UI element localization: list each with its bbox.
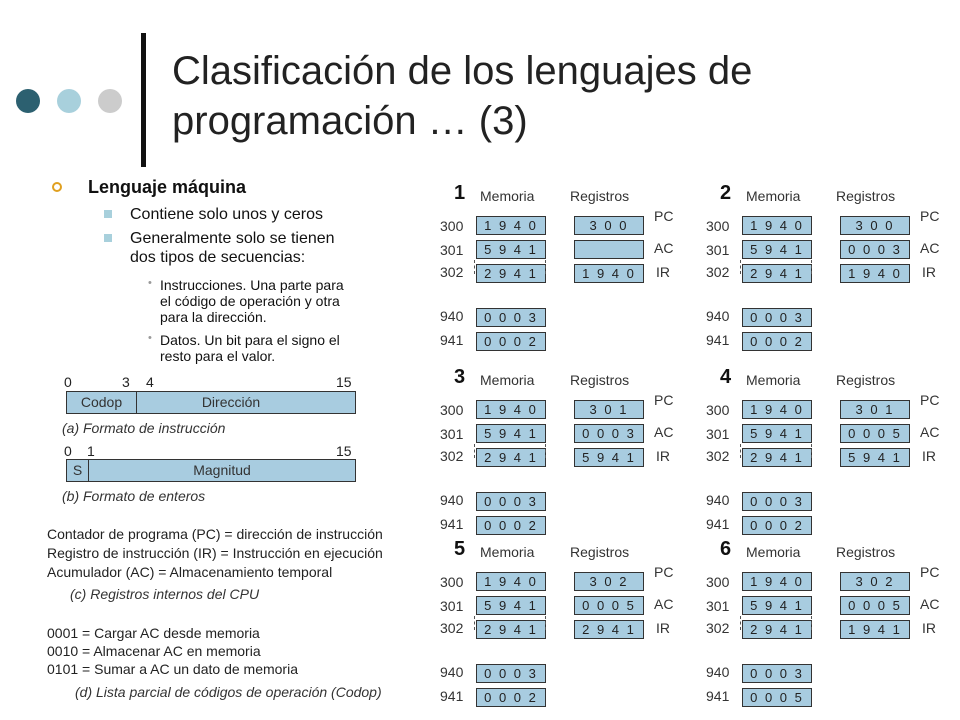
pc-register: 3 0 1 (840, 400, 910, 419)
ir-register: 1 9 4 0 (574, 264, 644, 283)
bit-label: 1 (87, 443, 95, 459)
memory-address: 940 (440, 664, 464, 680)
bullet-square-icon (104, 210, 112, 218)
memory-header: Memoria (480, 544, 535, 560)
pc-label: PC (654, 564, 674, 580)
step-number: 5 (454, 538, 466, 560)
memory-cell: 5 9 4 1 (742, 240, 812, 259)
memory-address: 941 (440, 516, 464, 532)
memory-cell: 0 0 0 2 (476, 332, 546, 351)
memory-address: 300 (440, 574, 464, 590)
ac-label: AC (654, 424, 674, 440)
memory-address: 302 (440, 448, 464, 464)
instruction-format-caption: (a) Formato de instrucción (62, 420, 226, 436)
bullet-ring-icon (52, 182, 62, 192)
step-panel-5 (440, 538, 680, 708)
pc-register: 3 0 2 (840, 572, 910, 591)
title-line-2: programación … (3) (172, 99, 528, 143)
bullet-sub-3a-line-1: Instrucciones. Una parte para (160, 277, 344, 293)
memory-cell: 0 0 0 3 (476, 492, 546, 511)
registers-header: Registros (570, 544, 630, 560)
opcode-caption: (d) Lista parcial de códigos de operación (Codop) (75, 684, 382, 700)
registers-header: Registros (836, 544, 896, 560)
memory-cell: 2 9 4 1 (742, 448, 812, 467)
bit-label: 3 (122, 374, 130, 390)
bullet-sub-3a (160, 277, 344, 325)
memory-address: 940 (440, 308, 464, 324)
registers-header: Registros (836, 188, 896, 204)
ac-register: 0 0 0 5 (840, 596, 910, 615)
registers-header: Registros (836, 372, 896, 388)
bit-label: 4 (146, 374, 154, 390)
memory-address: 941 (440, 688, 464, 704)
step-number: 6 (720, 538, 732, 560)
memory-address: 940 (706, 492, 730, 508)
memory-address: 301 (440, 242, 464, 258)
memory-address: 302 (706, 264, 730, 280)
bullet-sub-3b-line-2: resto para el valor. (160, 348, 276, 364)
step-panel-1 (440, 182, 680, 352)
memory-gap (474, 444, 546, 458)
pc-register: 3 0 0 (574, 216, 644, 235)
memory-address: 300 (440, 402, 464, 418)
ac-label: AC (654, 240, 674, 256)
memory-gap (740, 260, 812, 274)
bullet-dot-icon: • (148, 332, 152, 344)
memory-address: 940 (706, 664, 730, 680)
bit-label: 15 (336, 374, 352, 390)
step-number: 4 (720, 366, 732, 388)
pc-register: 3 0 1 (574, 400, 644, 419)
memory-cell: 1 9 4 0 (742, 400, 812, 419)
bullet-dot-icon: • (148, 277, 152, 289)
field-magnitude: Magnitud (193, 462, 251, 478)
page-title (172, 46, 752, 146)
memory-cell: 0 0 0 3 (742, 492, 812, 511)
memory-address: 301 (440, 426, 464, 442)
instruction-format-box (66, 391, 356, 414)
memory-address: 941 (706, 688, 730, 704)
ir-register: 5 9 4 1 (574, 448, 644, 467)
memory-gap (740, 616, 812, 630)
ir-label: IR (656, 620, 670, 636)
registers-header: Registros (570, 372, 630, 388)
memory-cell: 1 9 4 0 (476, 572, 546, 591)
memory-cell: 5 9 4 1 (742, 596, 812, 615)
pc-register: 3 0 0 (840, 216, 910, 235)
opcode-line-3: 0101 = Sumar a AC un dato de memoria (47, 661, 298, 677)
memory-gap (740, 444, 812, 458)
register-legend-line-1: Contador de programa (PC) = dirección de instrucción (47, 526, 383, 542)
memory-address: 941 (440, 332, 464, 348)
register-legend-caption: (c) Registros internos del CPU (70, 586, 260, 602)
memory-cell: 2 9 4 1 (742, 620, 812, 639)
memory-address: 940 (440, 492, 464, 508)
bullet-main: Lenguaje máquina (88, 177, 247, 197)
pc-label: PC (654, 392, 674, 408)
ac-label: AC (920, 596, 940, 612)
register-legend-line-3: Acumulador (AC) = Almacenamiento temporal (47, 564, 333, 580)
memory-address: 302 (706, 448, 730, 464)
memory-cell: 1 9 4 0 (742, 572, 812, 591)
memory-address: 302 (706, 620, 730, 636)
ac-label: AC (920, 424, 940, 440)
title-divider (141, 33, 146, 167)
step-panel-3 (440, 366, 680, 536)
memory-cell: 0 0 0 2 (476, 688, 546, 707)
memory-cell: 1 9 4 0 (476, 216, 546, 235)
memory-address: 300 (706, 574, 730, 590)
memory-cell: 5 9 4 1 (742, 424, 812, 443)
pc-register: 3 0 2 (574, 572, 644, 591)
memory-cell: 0 0 0 3 (476, 308, 546, 327)
memory-gap (474, 260, 546, 274)
ir-register: 2 9 4 1 (574, 620, 644, 639)
ac-register: 0 0 0 3 (840, 240, 910, 259)
memory-cell: 1 9 4 0 (742, 216, 812, 235)
memory-cell: 0 0 0 2 (742, 516, 812, 535)
memory-cell: 0 0 0 3 (742, 308, 812, 327)
memory-address: 301 (706, 426, 730, 442)
pc-label: PC (920, 392, 940, 408)
ir-label: IR (656, 448, 670, 464)
title-line-1: Clasificación de los lenguajes de (172, 49, 753, 93)
integer-format-caption: (b) Formato de enteros (62, 488, 206, 504)
step-panel-4 (706, 366, 946, 536)
bullet-sub-3b-line-1: Datos. Un bit para el signo el (160, 332, 340, 348)
ac-register: 0 0 0 5 (574, 596, 644, 615)
ir-register: 5 9 4 1 (840, 448, 910, 467)
bullet-sub-3a-line-2: el código de operación y otra (160, 293, 340, 309)
memory-cell: 1 9 4 0 (476, 400, 546, 419)
pc-label: PC (654, 208, 674, 224)
bullet-sub-3b (160, 332, 340, 364)
step-number: 1 (454, 182, 466, 204)
bit-label: 0 (64, 374, 72, 390)
ir-register: 1 9 4 0 (840, 264, 910, 283)
memory-header: Memoria (746, 372, 801, 388)
memory-header: Memoria (746, 188, 801, 204)
memory-address: 941 (706, 332, 730, 348)
register-legend-line-2: Registro de instrucción (IR) = Instrucción en ejecución (47, 545, 383, 561)
memory-address: 300 (706, 218, 730, 234)
memory-address: 302 (440, 620, 464, 636)
memory-address: 300 (706, 402, 730, 418)
field-direccion: Dirección (201, 394, 261, 410)
memory-header: Memoria (480, 372, 535, 388)
ac-register: 0 0 0 3 (574, 424, 644, 443)
memory-cell: 0 0 0 5 (742, 688, 812, 707)
bullet-sub-2 (130, 229, 335, 267)
ac-register (574, 240, 644, 259)
opcode-line-1: 0001 = Cargar AC desde memoria (47, 625, 260, 641)
memory-address: 301 (440, 598, 464, 614)
bit-label: 15 (336, 443, 352, 459)
opcode-line-2: 0010 = Almacenar AC en memoria (47, 643, 261, 659)
memory-address: 941 (706, 516, 730, 532)
memory-cell: 0 0 0 2 (742, 332, 812, 351)
decor-dot-2 (57, 89, 81, 113)
memory-address: 301 (706, 598, 730, 614)
memory-header: Memoria (746, 544, 801, 560)
ir-label: IR (922, 448, 936, 464)
memory-cell: 2 9 4 1 (476, 620, 546, 639)
memory-header: Memoria (480, 188, 535, 204)
memory-cell: 2 9 4 1 (476, 448, 546, 467)
memory-cell: 2 9 4 1 (476, 264, 546, 283)
ir-label: IR (656, 264, 670, 280)
step-number: 3 (454, 366, 466, 388)
step-panel-2 (706, 182, 946, 352)
memory-gap (474, 616, 546, 630)
ac-label: AC (920, 240, 940, 256)
ir-label: IR (922, 620, 936, 636)
memory-address: 940 (706, 308, 730, 324)
step-panel-6 (706, 538, 946, 708)
registers-header: Registros (570, 188, 630, 204)
memory-address: 301 (706, 242, 730, 258)
bullet-sub-2-line-1: Generalmente solo se tienen (130, 230, 335, 247)
bullet-sub-3a-line-3: para la dirección. (160, 309, 267, 325)
decor-dot-1 (16, 89, 40, 113)
memory-cell: 5 9 4 1 (476, 596, 546, 615)
bullet-sub-2-line-2: dos tipos de secuencias: (130, 249, 306, 266)
field-sign: S (67, 460, 89, 481)
pc-label: PC (920, 564, 940, 580)
ac-register: 0 0 0 5 (840, 424, 910, 443)
step-number: 2 (720, 182, 732, 204)
memory-address: 300 (440, 218, 464, 234)
ir-label: IR (922, 264, 936, 280)
decor-dot-3 (98, 89, 122, 113)
ac-label: AC (654, 596, 674, 612)
memory-address: 302 (440, 264, 464, 280)
bit-label: 0 (64, 443, 72, 459)
memory-cell: 0 0 0 2 (476, 516, 546, 535)
memory-cell: 5 9 4 1 (476, 424, 546, 443)
ir-register: 1 9 4 1 (840, 620, 910, 639)
memory-cell: 5 9 4 1 (476, 240, 546, 259)
integer-format-box (66, 459, 356, 482)
memory-cell: 0 0 0 3 (742, 664, 812, 683)
field-codop: Codop (67, 392, 137, 413)
bullet-square-icon (104, 234, 112, 242)
memory-cell: 2 9 4 1 (742, 264, 812, 283)
memory-cell: 0 0 0 3 (476, 664, 546, 683)
bullet-sub-1: Contiene solo unos y ceros (130, 206, 323, 223)
pc-label: PC (920, 208, 940, 224)
